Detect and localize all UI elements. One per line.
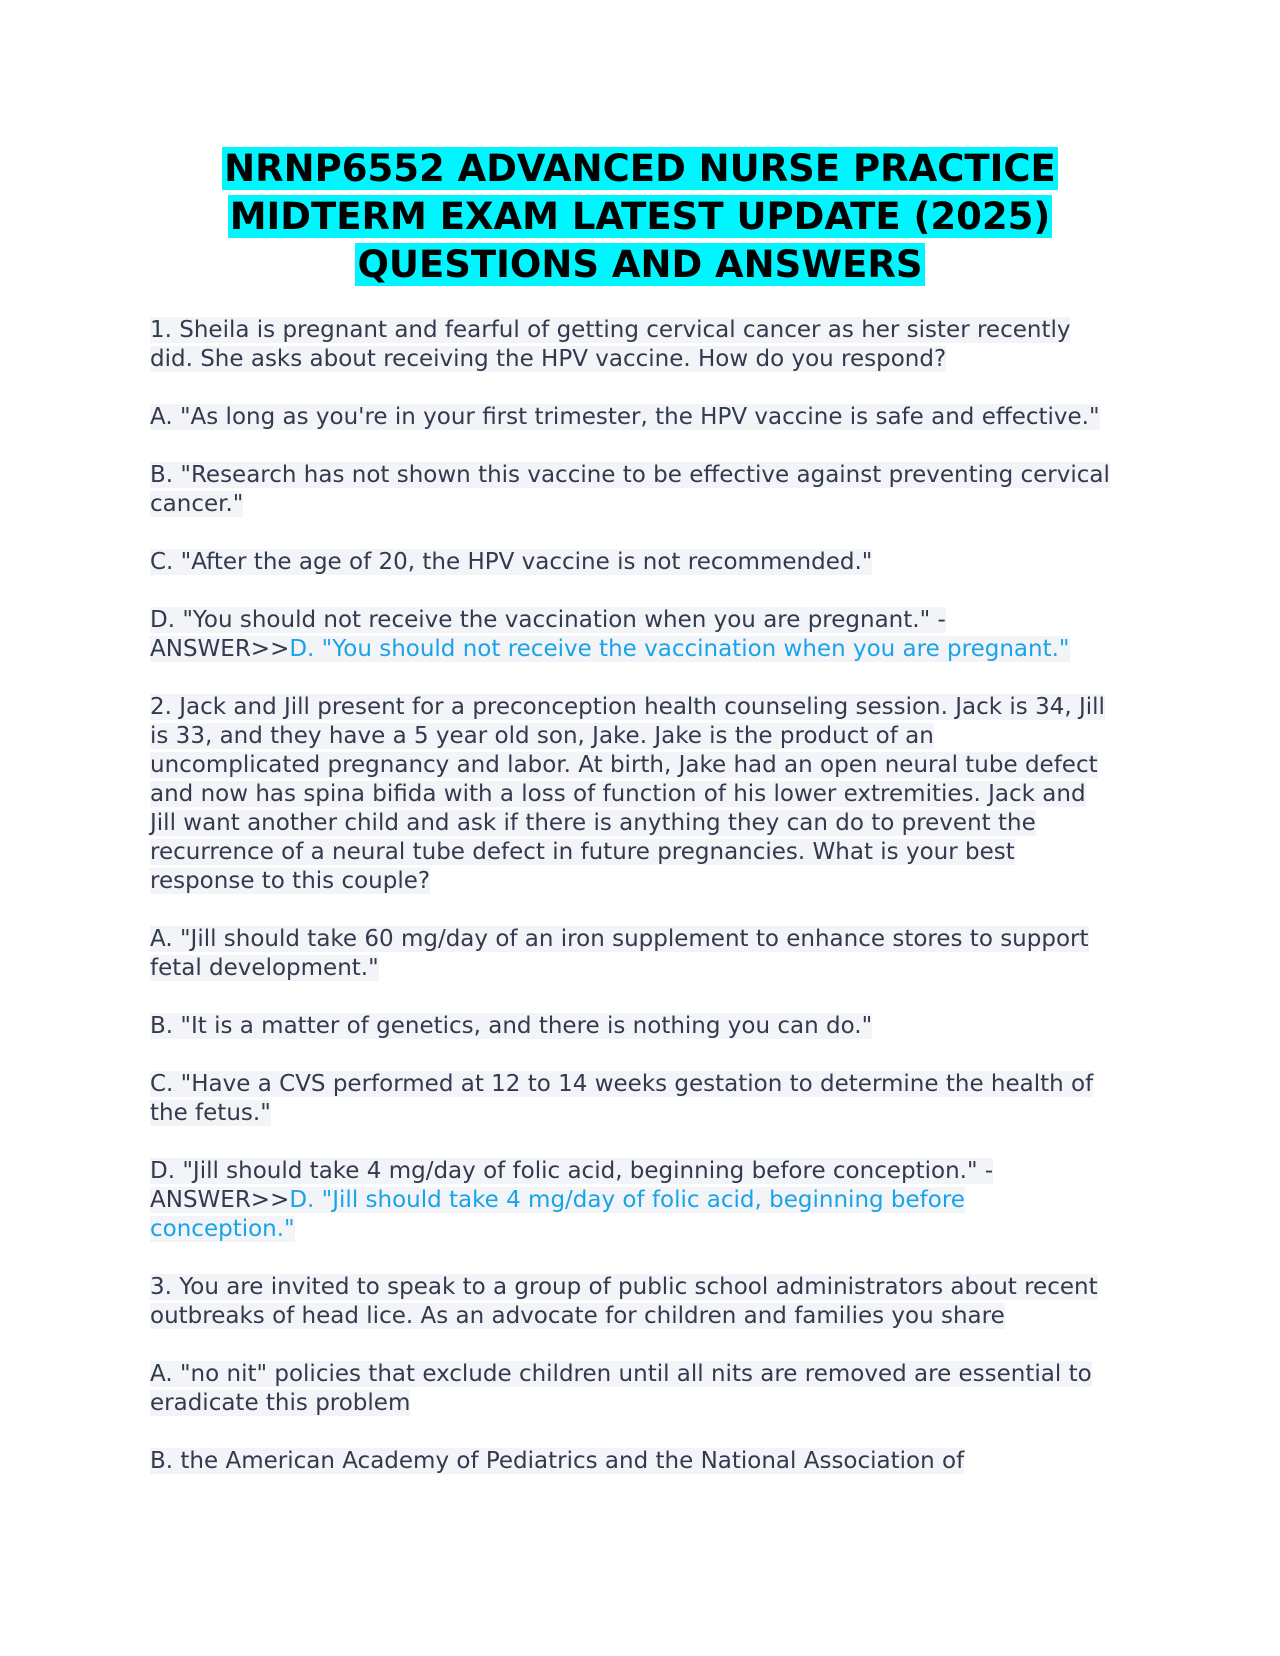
- question-2-option-a: A. "Jill should take 60 mg/day of an iron supplement to enhance stores to support fetal development.": [150, 926, 1089, 981]
- question-1-answer: D. "You should not receive the vaccination when you are pregnant.": [289, 636, 1070, 662]
- document-title: [150, 145, 1130, 289]
- question-1-option-b: B. "Research has not shown this vaccine to be effective against preventing cervical cancer.": [150, 462, 1110, 517]
- question-3-option-b: B. the American Academy of Pediatrics and the National Association of: [150, 1448, 965, 1474]
- question-2-option-d: D. "Jill should take 4 mg/day of folic acid, beginning before conception." - ANSWER>>D. "Jill should take 4 mg/day of folic acid, beginning before conception.": [150, 1158, 994, 1242]
- title-line-2: MIDTERM EXAM LATEST UPDATE (2025): [229, 195, 1051, 238]
- question-2-answer: D. "Jill should take 4 mg/day of folic acid, beginning before conception.": [150, 1187, 965, 1242]
- question-2-option-b: B. "It is a matter of genetics, and there is nothing you can do.": [150, 1013, 873, 1039]
- document-body: [150, 316, 1110, 1505]
- question-1-stem: 1. Sheila is pregnant and fearful of getting cervical cancer as her sister recently did. She asks about receiving the HPV vaccine. How do you respond?: [150, 317, 1071, 372]
- question-1-option-c: C. "After the age of 20, the HPV vaccine is not recommended.": [150, 549, 873, 575]
- question-1-option-d: D. "You should not receive the vaccination when you are pregnant." - ANSWER>>D. "You should not receive the vaccination when you are pregnant.": [150, 607, 1070, 662]
- title-line-1: NRNP6552 ADVANCED NURSE PRACTICE: [224, 147, 1056, 190]
- title-line-3: QUESTIONS AND ANSWERS: [357, 243, 923, 286]
- question-3-stem: 3. You are invited to speak to a group of public school administrators about recent outbreaks of head lice. As an advocate for children and families you share: [150, 1274, 1098, 1329]
- question-3-option-a: A. "no nit" policies that exclude children until all nits are removed are essential to eradicate this problem: [150, 1361, 1092, 1416]
- question-2-option-c: C. "Have a CVS performed at 12 to 14 weeks gestation to determine the health of the fetus.": [150, 1071, 1094, 1126]
- question-2-stem: 2. Jack and Jill present for a preconception health counseling session. Jack is 34, Jill is 33, and they have a 5 year old son, Jake. Jake is the product of an uncomplicated pregnancy and labor. At birth, Jake had an open neural tube defect and now has spina bifida with a loss of function of his lower extremities. Jack and Jill want another child and ask if there is anything they can do to prevent the recurrence of a neural tube defect in future pregnancies. What is your best response to this couple?: [150, 694, 1105, 894]
- question-1-option-a: A. "As long as you're in your first trimester, the HPV vaccine is safe and effective.": [150, 404, 1100, 430]
